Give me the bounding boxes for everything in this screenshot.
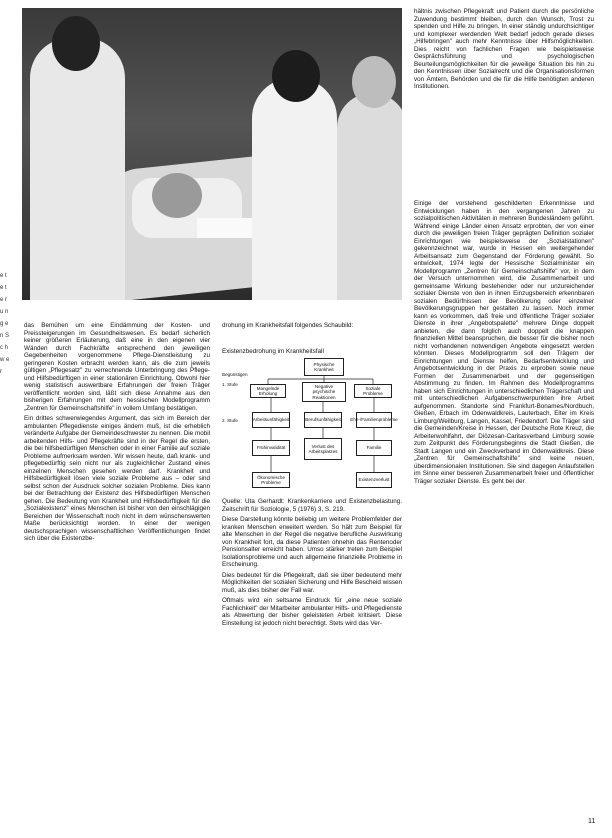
diagram-side-label: 1. Stufe <box>222 382 238 387</box>
diagram-box: Familie <box>356 440 392 456</box>
diagram-box: Mangelnde Erholung <box>250 384 286 398</box>
paragraph: Diese Darstellung könnte beliebig um weitere Problemfelder der kranken Menschen erweitert werden. So hält zum Beispiel für alte Menschen in der Regel die negative berufliche Auswirkung von Krankheit fort, da diese Patienten ohnehin das Rentenoder Pensionsalter erreicht haben. Umso stärker treten zum Beispiel Isolationsprobleme und auch allgemeine finanzielle Probleme in Erscheinung. <box>222 516 402 568</box>
article-column-left <box>24 322 210 546</box>
page-number: 11 <box>588 818 596 825</box>
diagram-box: Existenzverlust <box>356 472 392 488</box>
diagram-box: Berufsunfähigkeit <box>304 412 342 428</box>
diagram-side-label: Begünstigen <box>222 372 248 377</box>
male-nurse <box>30 38 125 300</box>
article-column-middle <box>222 498 402 630</box>
female-nurse <box>252 78 337 300</box>
diagram-box: Ökonomische Probleme <box>252 472 290 488</box>
visitor-woman-head <box>352 56 396 108</box>
diagram-box: Negative psychische Reaktionen <box>302 382 346 402</box>
diagram-box: Verlust des Arbeitsplatzes <box>304 438 342 460</box>
diagram-side-label: 2. Stufe <box>222 418 238 423</box>
schaubild-intro <box>222 322 402 333</box>
diagram-box: Ehe-/Familienprobleme <box>356 412 392 428</box>
visitor-woman <box>337 93 402 300</box>
female-nurse-head <box>272 50 320 102</box>
diagram-box: Frühinvalidität <box>252 440 290 456</box>
paragraph: das Bemühen um eine Eindämmung der Kosten- und Preissteigerungen im Gesundheitswesen. Es bedarf sicherlich keiner größeren Erläuterung, daß eine in den eigenen vier Wänden durch Fachkräfte entsprechend den jeweiligen Gegebenheiten vorgenommene Pflege-Dienstleistung zu geringeren Kosten erbracht werden kann, als die zum jeweils gültigen „Pflegesatz" zu verrechnende Unterbringung des Pflege- und Hilfsbedürftigen in einer stationären Einrichtung. Obwohl hier wenig statistisch auswertbare Erfahrungen der freien Träger veröffentlicht worden sind, läßt sich diese Annahme aus den bisherigen Erfahrungen mit dem hessischen Modellprogramm „Zentren für Gemeinschaftshilfe" in vollem Umfang bestätigen. <box>24 322 210 412</box>
male-nurse-head <box>52 16 100 71</box>
paragraph: drohung im Krankheitsfall folgendes Schaubild: <box>222 322 354 329</box>
paragraph: Einige der vorstehend geschilderten Erkenntnisse und Entwicklungen haben in den vergangenen Jahren zu sozialpolitischen Aktivitäten in mehreren Bundesländern geführt. Während einige Länder einen Ansatz erprobten, der von einer durch die jeweiligen freien Träger geprägten Definition sozialer Einrichtungen wie beispielsweise der „Sozialstationen" gekennzeichnet war, wurde in Hessen ein weitergehender Arbeitsansatz zum Gegenstand der Förderung gewählt. So entwickelt, 1974 legte der Hessische Sozialminister ein Modellprogramm „Zentren für Gemeinschaftshilfe" vor, in dem der Versuch unternommen wird, die Zusammenarbeit und gemeinsame Wirkung bestehender oder nur unzureichender sozialer Dienste von den in ihnen Einzugsbereich erkennbaren sozialen Bedürfnissen der Bevölkerung oder einzelner Bevölkerungsgruppen her gestalten zu lassen. Noch immer kann es vorkommen, daß freie und öffentliche Träger sozialer Dienste in ihrer „Angebotspalette" mehrere Dinge doppelt anbieten, die dann folglich auch doppelt die knappen finanziellen Mittel beanspruchen, die besser für die bisher noch nicht vorhandenen notwendigen Angebote eingesetzt werden könnten. Dieses Modellprogramm soll den Trägern der Einrichtungen und Dienste helfen, Bedarfsentwicklung und Angebotsentwicklung in der Praxis zu erproben sowie neue Formen der Zusammenarbeit und der gegenseitigen Abstimmung zu finden. Im Rahmen des Modellprogramms haben sich Einrichtungen in unterschiedlichen Trägerschaft und mit unterschiedlichen Aufgabenschwerpunkten ihre Arbeit aufgenommen. Standorte sind Frankfurt-Bonames/Nordbuch, Gießen, Erbach im Odenwaldkreis, Lauterbach, Elter im Kreis Limburg/Weilburg, Langen, Kassel, Friedendorf. Die Träger sind die Gemeinden/Kreise in Hessen, der Deutsche Rote Kreuz, die Arbeiterwohlfahrt, der Diözesan-Caritasverband Limburg sowie zum Zeitpunkt des Förderungsbeginns die Stadt Gießen, die Stadt Langen und ein Zweckverband im Odenwaldkreis. Diese „Zentren für Gemeinschaftshilfe" sind keine neuen, überdimensionalen Institutionen. Sie sind dagegen Anlaufstellen im Sinne einer besseren Zusammenarbeit freier und öffentlicher Träger sozialer Dienste. Es geht bei der <box>414 200 594 485</box>
diagram-connectors <box>222 348 404 508</box>
paragraph: Quelle: Uta Gerhardt: Krankenkarriere und Existenzbelastung. Zeitschrift für Soziologie, 5 (1976) 3, S. 219. <box>222 498 402 513</box>
paragraph: Ein drittes schwerwiegendes Argument, das sich im Bereich der ambulanten Pflegedienste einiges ändern muß, ist die erheblich veränderte Aufgabe der Gemeindeschwester zu nennen. Die mobil arbeitenden Hilfs- und Pflegekräfte sind in der Regel die ersten, die bei hilfsbedürftigen Menschen oder in einer Familie auf soziale Probleme aufmerksam werden. Wir wissen heute, daß krank- und pflegebedürftig sein nicht nur als zugleichlicher Zustand eines einzelnen Menschen gesehen werden darf. Krankheit und Hilfsbedürftigkeit lösen viele soziale Probleme aus – oder sind selbst schon der Ausdruck solcher sozialen Probleme. Dies kann bei der Betrachtung der Existenz des Hilfsbedürftigen Menschen gehen. Die Bedeutung von Krankheit und Hilfsbedürftigkeit für die „Sozialexistenz" eines Menschen ist bisher von den einschlägigen Bereichen der Wissenschaft noch nicht in dem wünschenswerten Maße berücksichtigt worden. In einer der wenigen deutschsprachigen wissenschaftlichen Veröffentlichungen findet sich über die Existenzbe- <box>24 415 210 542</box>
article-column-right <box>414 200 594 488</box>
article-column-right-top <box>414 8 594 94</box>
diagram-box: Physische Krankheit <box>304 358 344 376</box>
diagram-box: Soziale Probleme <box>354 384 392 398</box>
paragraph: Oftmals wird ein seltsame Eindruck für „eine neue soziale Fachlichkeit" der Mitarbeiter ambulanter Hilfs- und Pflegedienste als Abwertung der bisher geleisteten Arbeit kritisiert. Diese Einstellung ist jedoch nicht berechtigt. Stets wird das Ver- <box>222 597 402 627</box>
paragraph: Dies bedeutet für die Pflegekraft, daß sie über bedeutend mehr Möglichkeiten der sozialen Sicherung und Hilfe Bescheid wissen muß, als dies bisher der Fall war. <box>222 571 402 594</box>
patient <box>152 173 202 218</box>
hospital-photo <box>22 8 402 300</box>
paragraph: hältnis zwischen Pflegekraft und Patient durch die persönliche Zuwendung bestimmt bleiben, durch den Wunsch, Trost zu spenden und Hilfe zu bringen. In einer ständig undurchsichtiger und komplexer werdenden Welt bedarf jedoch gerade dieses „Hilfebringen" auch mehr Kenntnisse über Hilfsmöglichkeiten. Dies reicht von fachlichen Fragen wie beispielsweise Gesprächsführung und psychologischen Beurteilungsmöglichkeiten für die jeweilige Situation bis hin zu den Kenntnissen über Sozialrecht und die Organisationsformen von Ämtern, Behörden und die für die Hilfe benötigten anderen Institutionen. <box>414 8 594 90</box>
margin-strip: e t e t e r u n g e n S c h w e r <box>0 273 10 375</box>
diagram-title: Existenzbedrohung im Krankheitsfall <box>222 348 324 355</box>
diagram-box: Arbeitsunfähigkeit <box>252 412 290 428</box>
